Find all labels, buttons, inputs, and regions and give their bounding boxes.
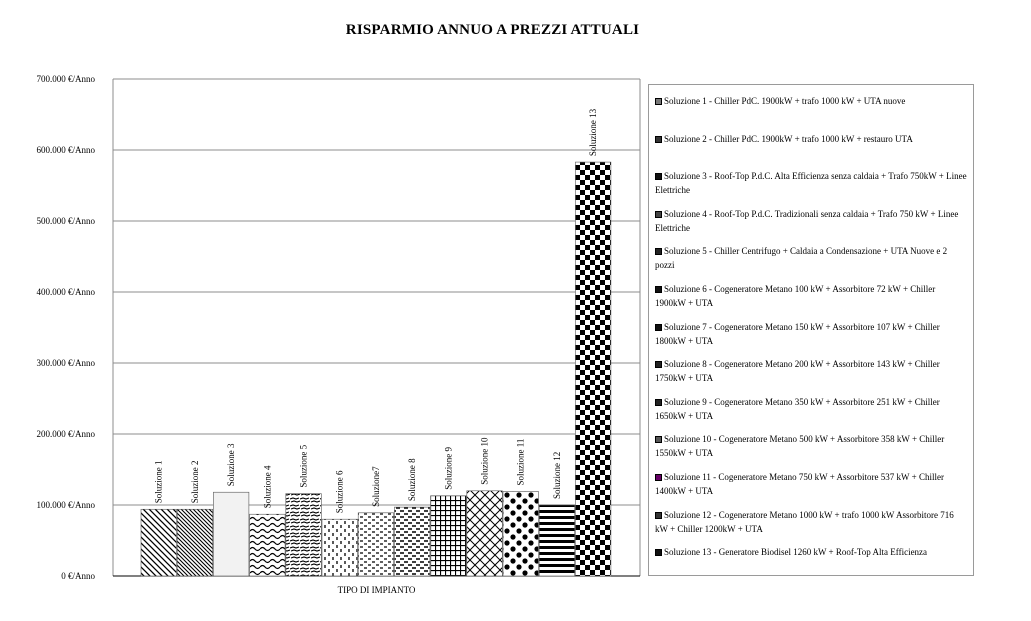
legend-item — [655, 545, 967, 559]
legend-label: Soluzione 9 - Cogeneratore Metano 350 kW + Assorbitore 251 kW + Chiller 1650kW + UTA — [655, 396, 940, 421]
legend-item — [655, 320, 967, 348]
x-axis-title: TIPO DI IMPIANTO — [337, 585, 416, 595]
bars — [141, 162, 611, 576]
legend-swatch — [655, 248, 662, 255]
legend-item — [655, 282, 967, 310]
category-label: Soluzione 3 — [226, 443, 237, 487]
y-tick-label: 0 €/Anno — [61, 571, 95, 581]
y-tick-label: 600.000 €/Anno — [36, 145, 95, 155]
category-label: Soluzione7 — [370, 466, 381, 507]
bar-8 — [394, 507, 430, 576]
legend-item — [655, 432, 967, 460]
legend-swatch — [655, 549, 662, 556]
y-tick-label: 100.000 €/Anno — [36, 500, 95, 510]
y-tick-label: 700.000 €/Anno — [36, 74, 95, 84]
legend-swatch — [655, 324, 662, 331]
y-tick-label: 500.000 €/Anno — [36, 216, 95, 226]
legend-item — [655, 132, 967, 146]
bar-6 — [322, 519, 358, 576]
chart-title: RISPARMIO ANNUO A PREZZI ATTUALI — [345, 22, 640, 38]
legend-item — [655, 395, 967, 423]
legend-label: Soluzione 3 - Roof-Top P.d.C. Alta Efficienza senza caldaia + Trafo 750kW + Linee Elettriche — [655, 171, 967, 196]
category-label: Soluzione 8 — [407, 458, 418, 502]
category-label: Soluzione 1 — [153, 460, 164, 504]
legend-label: Soluzione 2 - Chiller PdC. 1900kW + trafo 1000 kW + restauro UTA — [664, 133, 913, 144]
bar-11 — [503, 492, 539, 576]
bar-12 — [539, 505, 575, 576]
bar-4 — [250, 514, 286, 576]
legend-swatch — [655, 512, 662, 519]
legend-swatch — [655, 211, 662, 218]
legend-label: Soluzione 6 - Cogeneratore Metano 100 kW + Assorbitore 72 kW + Chiller 1900kW + UTA — [655, 284, 936, 308]
legend-label: Soluzione 8 - Cogeneratore Metano 200 kW + Assorbitore 143 kW + Chiller 1750kW + UTA — [655, 359, 940, 384]
legend-label: Soluzione 7 - Cogeneratore Metano 150 kW + Assorbitore 107 kW + Chiller 1800kW + UTA — [655, 321, 940, 346]
category-labels — [154, 108, 598, 513]
category-label: Soluzione 11 — [515, 438, 526, 486]
legend-label: Soluzione 5 - Chiller Centrifugo + Caldaia a Condensazione + UTA Nuove e 2 pozzi — [655, 246, 948, 271]
legend-item — [655, 357, 967, 385]
category-label: Soluzione 9 — [443, 447, 454, 490]
category-label: Soluzione 12 — [551, 451, 562, 499]
legend-swatch — [655, 98, 662, 105]
legend-swatch — [655, 173, 662, 180]
legend-label: Soluzione 10 - Cogeneratore Metano 500 kW + Assorbitore 358 kW + Chiller 1550kW + UTA — [655, 434, 945, 459]
legend-label: Soluzione 1 - Chiller PdC. 1900kW + trafo 1000 kW + UTA nuove — [664, 96, 906, 106]
y-tick-label: 400.000 €/Anno — [36, 287, 95, 297]
legend-item — [655, 94, 967, 108]
legend-swatch — [655, 361, 662, 368]
legend-label: Soluzione 12 - Cogeneratore Metano 1000 kW + trafo 1000 kW Assorbitore 716 kW + Chiller 1200kW + UTA — [655, 509, 954, 534]
category-label: Soluzione 2 — [189, 460, 200, 504]
legend-item — [655, 207, 967, 235]
bar-13 — [575, 162, 611, 576]
legend-item — [655, 169, 967, 197]
bar-1 — [141, 509, 177, 576]
legend-label: Soluzione 13 - Generatore Biodisel 1260 kW + Roof-Top Alta Efficienza — [664, 547, 928, 558]
legend-item — [655, 470, 967, 498]
y-tick-label: 200.000 €/Anno — [36, 429, 95, 439]
legend-swatch — [655, 399, 662, 406]
legend-swatch — [655, 474, 662, 481]
legend-item — [655, 244, 967, 272]
legend-label: Soluzione 11 - Cogeneratore Metano 750 kW + Assorbitore 537 kW + Chiller 1400kW + UTA — [655, 472, 944, 496]
bar-3 — [213, 492, 249, 576]
category-label: Soluzione 5 — [298, 444, 309, 488]
bar-2 — [177, 509, 213, 576]
legend — [648, 84, 974, 576]
bar-9 — [431, 496, 467, 576]
category-label: Soluzione 6 — [334, 470, 345, 514]
category-label: Soluzione 10 — [479, 437, 490, 485]
legend-swatch — [655, 286, 662, 293]
legend-item — [655, 508, 967, 536]
legend-swatch — [655, 136, 662, 143]
legend-label: Soluzione 4 - Roof-Top P.d.C. Tradizionali senza caldaia + Trafo 750 kW + Linee Elettriche — [655, 208, 959, 233]
y-axis — [37, 74, 96, 581]
bar-5 — [286, 494, 322, 576]
category-label: Soluzione 13 — [588, 108, 599, 157]
bar-10 — [467, 491, 503, 576]
category-label: Soluzione 4 — [262, 465, 273, 509]
bar-7 — [358, 513, 394, 576]
y-tick-label: 300.000 €/Anno — [36, 358, 95, 368]
legend-swatch — [655, 436, 662, 443]
